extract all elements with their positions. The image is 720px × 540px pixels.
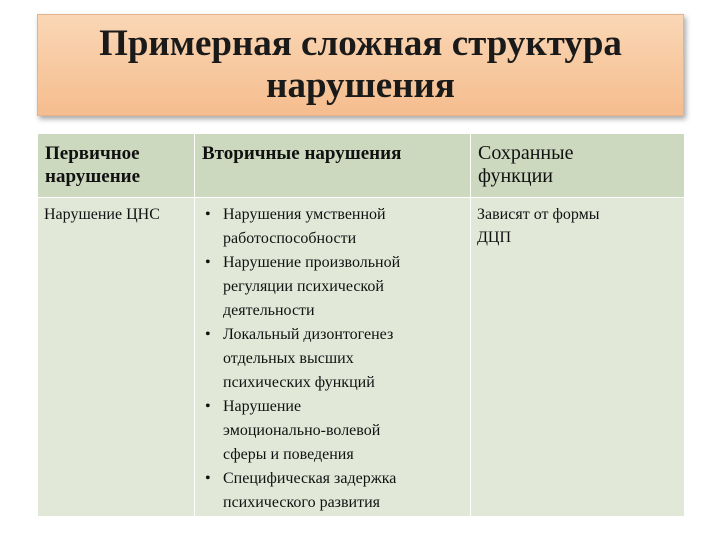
bullet-icon: • [205,254,211,271]
primary-cell [38,198,195,517]
structure-table [37,133,685,517]
list-item: • Специфическая задержка психического развития [201,467,464,515]
preserved-functions: Зависят от формы ДЦП [477,206,600,246]
bullet-icon: • [205,470,211,487]
table-row [38,198,685,517]
header-preserved-cell [471,134,685,198]
secondary-cell [195,198,471,517]
list-item: • Нарушения умственной работоспособности [201,203,464,251]
primary-disorder: Нарушение ЦНС [44,206,160,223]
header-secondary-cell [195,134,471,198]
bullet-icon: • [205,206,211,223]
title-banner [37,14,684,116]
list-item: • Нарушение эмоционально-волевой сферы и поведения [201,395,464,467]
header-preserved: Сохранные функции [478,142,574,187]
list-item: • Нарушение произвольной регуляции психической деятельности [201,251,464,323]
header-primary: Первичное нарушение [45,143,141,187]
table-header-row [38,134,685,198]
header-primary-cell [38,134,195,198]
bullet-icon: • [205,398,211,415]
list-item: • Локальный дизонтогенез отдельных высших психических функций [201,323,464,395]
slide-title: Примерная сложная структура нарушения [99,23,622,106]
preserved-cell [471,198,685,517]
header-secondary: Вторичные нарушения [202,143,402,164]
bullet-icon: • [205,326,211,343]
secondary-list [201,203,464,515]
